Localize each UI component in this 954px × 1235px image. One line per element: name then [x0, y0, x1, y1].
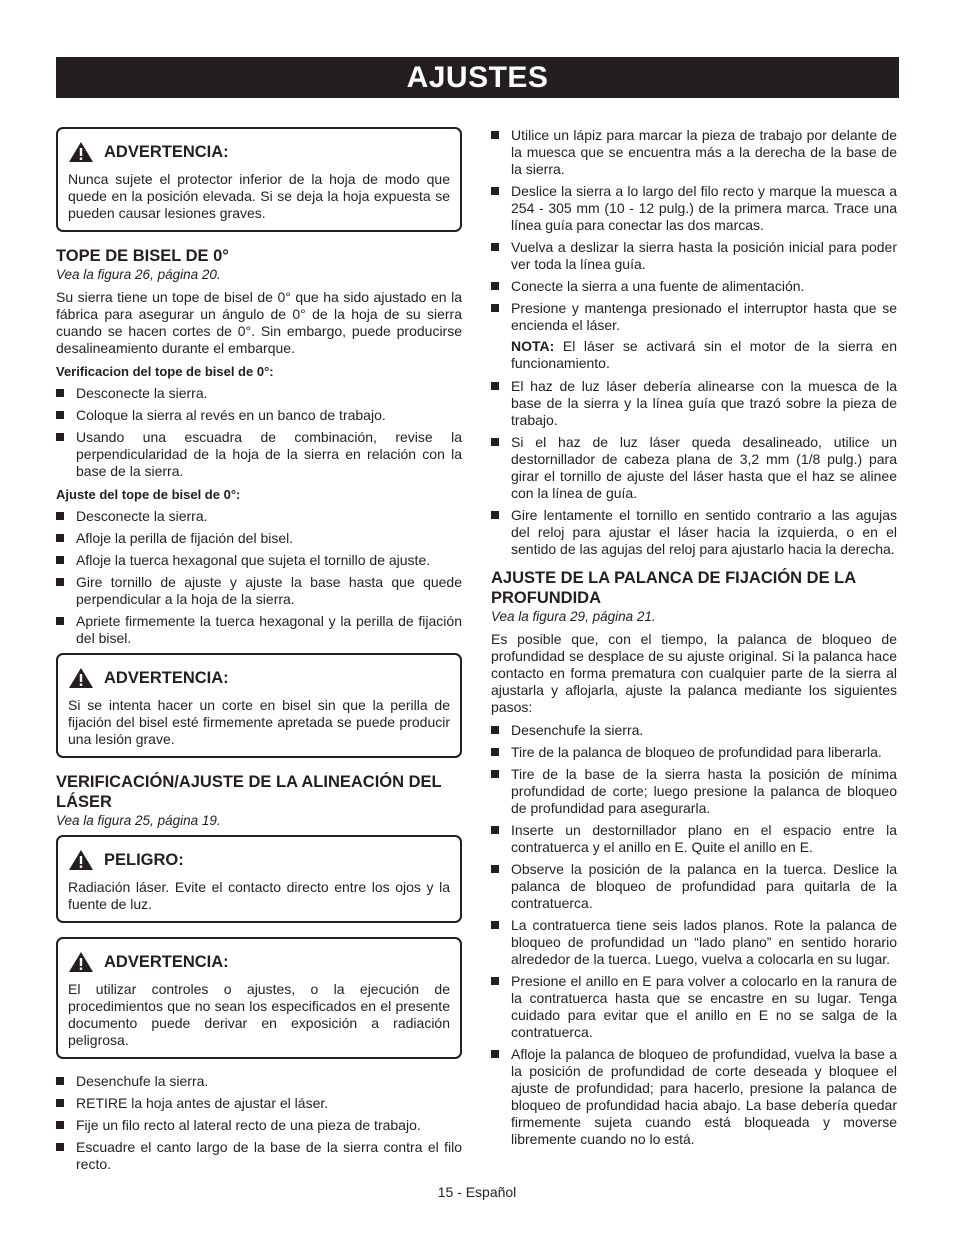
- list-item: Coloque la sierra al revés en un banco de trabajo.: [56, 407, 462, 424]
- list-item: Conecte la sierra a una fuente de alimentación.: [491, 278, 897, 295]
- list-item: Presione el anillo en E para volver a colocarlo en la ranura de la contratuerca hasta que se encastre en su lugar. Tenga cuidado para evitar que el anillo en E no se salga de la contratuerca.: [491, 973, 897, 1041]
- note-label: NOTA:: [511, 338, 555, 354]
- list-item: Afloje la perilla de fijación del bisel.: [56, 530, 462, 547]
- warning-text: El utilizar controles o ajustes, o la ejecución de procedimientos que no sean los especificados en el presente documento puede derivar en exposición a radiación peligrosa.: [68, 981, 450, 1048]
- danger-box: [56, 835, 462, 923]
- list-item: Desconecte la sierra.: [56, 385, 462, 402]
- list-item: Tire de la base de la sierra hasta la posición de mínima profundidad de corte; luego presione la palanca de bloqueo de profundidad para asegurarla.: [491, 766, 897, 817]
- list-item: Inserte un destornillador plano en el espacio entre la contratuerca y el anillo en E. Quite el anillo en E.: [491, 822, 897, 856]
- adjust-list: [56, 508, 462, 647]
- verify-list: [56, 385, 462, 480]
- right-column: [491, 127, 897, 1154]
- section-heading-bevel: TOPE DE BISEL DE 0°: [56, 247, 229, 265]
- warning-triangle-icon: [68, 849, 94, 871]
- list-item: Desenchufe la sierra.: [491, 722, 897, 739]
- page-footer: 15 - Español: [437, 1184, 517, 1200]
- list-item: La contratuerca tiene seis lados planos. Rote la palanca de bloqueo de profundidad un “lado plano” en sentido horario alrededor de la tuerca. Luego, vuelva a colocarla en su lugar.: [491, 917, 897, 968]
- list-item: Afloje la tuerca hexagonal que sujeta el tornillo de ajuste.: [56, 552, 462, 569]
- list-item: El haz de luz láser debería alinearse con la muesca de la base de la sierra y la línea guía que trazó sobre la pieza de trabajo.: [491, 378, 897, 429]
- depth-intro-paragraph: Es posible que, con el tiempo, la palanca de bloqueo de profundidad se desplace de su ajuste original. Si la palanca hace contacto en forma prematura con cualquier parte de la sierra al ajustarla y aflojarla, ajuste la palanca mediante los siguientes pasos:: [491, 631, 897, 715]
- laser-list-adjust: [491, 378, 897, 558]
- list-item: Gire tornillo de ajuste y ajuste la base hasta que quede perpendicular a la hoja de la sierra.: [56, 574, 462, 608]
- figure-reference: Vea la figura 25, página 19.: [56, 813, 221, 828]
- list-item: Deslice la sierra a lo largo del filo recto y marque la muesca a 254 - 305 mm (10 - 12 pulg.) de la primera marca. Trace una línea guía para conectar las dos marcas.: [491, 183, 897, 234]
- section-heading-depth: AJUSTE DE LA PALANCA DE FIJACIÓN DE LA PROFUNDIDA: [491, 569, 856, 607]
- laser-list-continued: [491, 127, 897, 334]
- danger-title: PELIGRO:: [104, 850, 184, 869]
- warning-text: Nunca sujete el protector inferior de la hoja de modo que quede en la posición elevada. Si se deja la hoja expuesta se pueden causar lesiones graves.: [68, 171, 450, 221]
- list-item: Usando una escuadra de combinación, revise la perpendicularidad de la hoja de la sierra en relación con la base de la sierra.: [56, 429, 462, 480]
- warning-text: Si se intenta hacer un corte en bisel sin que la perilla de fijación del bisel esté firmemente apretada se puede producir una lesión grave.: [68, 697, 450, 747]
- laser-list-start: [56, 1073, 462, 1173]
- warning-title: ADVERTENCIA:: [104, 952, 229, 971]
- left-column: [56, 127, 462, 1179]
- note-text: El láser se activará sin el motor de la sierra en funcionamiento.: [511, 338, 897, 371]
- bevel-intro-paragraph: Su sierra tiene un tope de bisel de 0° que ha sido ajustado en la fábrica para asegurar un ángulo de 0° de la hoja de su sierra cuando se hacen cortes de 0°. Sin embargo, puede producirse desalineamiento durante el embarque.: [56, 289, 462, 356]
- list-item: Fije un filo recto al lateral recto de una pieza de trabajo.: [56, 1117, 462, 1134]
- list-item: Desconecte la sierra.: [56, 508, 462, 525]
- list-item: RETIRE la hoja antes de ajustar el láser.: [56, 1095, 462, 1112]
- section-heading-laser: VERIFICACIÓN/AJUSTE DE LA ALINEACIÓN DEL LÁSER: [56, 773, 442, 811]
- subheading-adjust: Ajuste del tope de bisel de 0°:: [56, 487, 241, 502]
- list-item: Gire lentamente el tornillo en sentido contrario a las agujas del reloj para ajustar el láser hacia la izquierda, o en el sentido de las agujas del reloj para ajustarlo hacia la derecha.: [491, 507, 897, 558]
- warning-triangle-icon: [68, 667, 94, 689]
- list-item: Observe la posición de la palanca en la tuerca. Deslice la palanca de bloqueo de profundidad para quitarla de la contratuerca.: [491, 861, 897, 912]
- note-paragraph: [491, 338, 897, 372]
- list-item: Desenchufe la sierra.: [56, 1073, 462, 1090]
- danger-text: Radiación láser. Evite el contacto directo entre los ojos y la fuente de luz.: [68, 879, 450, 912]
- figure-reference: Vea la figura 29, página 21.: [491, 609, 656, 624]
- subheading-verify: Verificacion del tope de bisel de 0°:: [56, 364, 274, 379]
- page-title: AJUSTES: [406, 60, 549, 94]
- list-item: Tire de la palanca de bloqueo de profundidad para liberarla.: [491, 744, 897, 761]
- list-item: Escuadre el canto largo de la base de la sierra contra el filo recto.: [56, 1139, 462, 1173]
- warning-box-guard: [56, 127, 462, 232]
- depth-list: [491, 722, 897, 1148]
- warning-triangle-icon: [68, 141, 94, 163]
- figure-reference: Vea la figura 26, página 20.: [56, 267, 221, 282]
- list-item: Presione y mantenga presionado el interruptor hasta que se encienda el láser.: [491, 300, 897, 334]
- warning-title: ADVERTENCIA:: [104, 142, 229, 161]
- warning-box-bevel: [56, 653, 462, 758]
- list-item: Vuelva a deslizar la sierra hasta la posición inicial para poder ver toda la línea guía.: [491, 239, 897, 273]
- list-item: Apriete firmemente la tuerca hexagonal y la perilla de fijación del bisel.: [56, 613, 462, 647]
- list-item: Si el haz de luz láser queda desalineado, utilice un destornillador de cabeza plana de 3,2 mm (1/8 pulg.) para girar el tornillo de ajuste del láser hasta que el haz se alinee con la línea de guía.: [491, 434, 897, 502]
- warning-title: ADVERTENCIA:: [104, 668, 229, 687]
- list-item: Afloje la palanca de bloqueo de profundidad, vuelva la base a la posición de profundidad de corte deseada y bloquee el ajuste de profundidad; para hacerlo, presione la palanca de bloqueo de profundidad hacia abajo. La base debería quedar firmemente sujeta cuando está bloqueada y moverse libremente cuando no lo está.: [491, 1046, 897, 1148]
- page-title-banner: [56, 57, 899, 98]
- warning-box-radiation: [56, 937, 462, 1059]
- list-item: Utilice un lápiz para marcar la pieza de trabajo por delante de la muesca que se encuentra más a la derecha de la base de la sierra.: [491, 127, 897, 178]
- warning-triangle-icon: [68, 951, 94, 973]
